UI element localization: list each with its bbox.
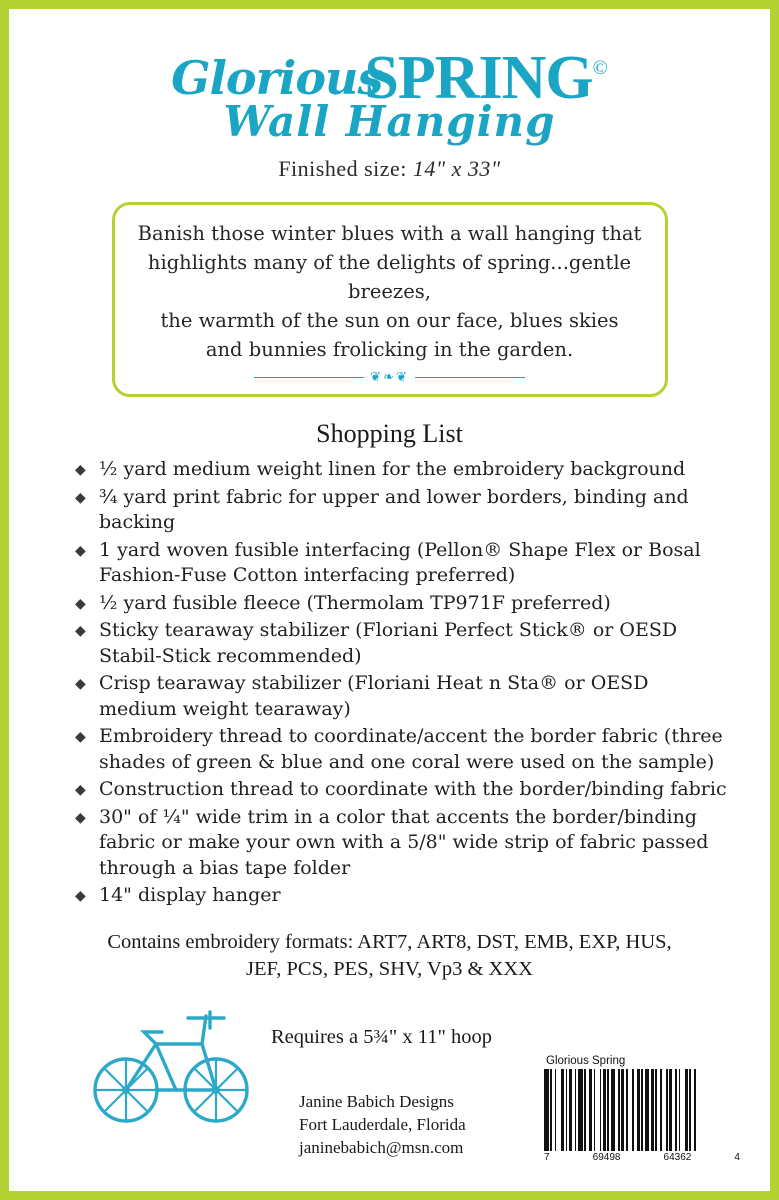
list-item-text: Embroidery thread to coordinate/accent the border fabric (three shades of green & blue and one coral were used on the sample)	[99, 725, 723, 773]
shopping-list	[9, 457, 770, 909]
copyright-symbol: ©	[592, 56, 608, 79]
bicycle-icon	[84, 998, 264, 1133]
list-item	[75, 485, 728, 536]
barcode-label: Glorious Spring	[546, 1055, 626, 1067]
bullet-icon: ◆	[75, 809, 86, 826]
barcode-bars	[544, 1069, 740, 1151]
bullet-icon: ◆	[75, 676, 86, 692]
footer	[9, 976, 770, 1191]
list-item-text: 1 yard woven fusible interfacing (Pellon® Shape Flex or Bosal Fashion-Fuse Cotton interfacing preferred)	[99, 538, 701, 586]
bullet-icon: ◆	[75, 595, 86, 612]
list-item-text: 14" display hanger	[99, 884, 281, 906]
list-item-text: Crisp tearaway stabilizer (Floriani Heat n Sta® or OESD medium weight tearaway)	[99, 672, 649, 720]
bullet-icon: ◆	[75, 729, 86, 745]
bullet-icon: ◆	[75, 888, 86, 904]
finished-size	[9, 156, 770, 182]
divider-line-left	[254, 377, 364, 378]
list-item	[75, 591, 728, 617]
list-item-text: 30" of ¼" wide trim in a color that accents the border/binding fabric or make your own with a 5/8" wide strip of fabric passed through a bias tape folder	[99, 805, 709, 879]
barcode-digit-left: 7	[544, 1152, 550, 1163]
company-name: Janine Babich Designs	[299, 1092, 454, 1111]
title-block	[9, 9, 770, 182]
bullet-icon: ◆	[75, 489, 86, 506]
description-line-2: highlights many of the delights of spring...gentle breezes,	[147, 251, 632, 303]
bullet-icon: ◆	[75, 782, 86, 798]
list-item-text: Construction thread to coordinate with the border/binding fabric	[99, 778, 727, 800]
company-email: janinebabich@msn.com	[299, 1138, 464, 1157]
bullet-icon: ◆	[75, 542, 86, 559]
description-line-4: and bunnies frolicking in the garden.	[205, 338, 574, 361]
barcode-digit-right: 4	[734, 1152, 740, 1163]
list-item-text: Sticky tearaway stabilizer (Floriani Perfect Stick® or OESD Stabil-Stick recommended)	[99, 619, 678, 667]
divider-line-right	[415, 377, 525, 378]
shopping-list-heading: Shopping List	[316, 419, 463, 448]
barcode-digit-group-2: 64362	[663, 1152, 692, 1163]
list-item	[75, 671, 728, 722]
barcode	[544, 1055, 740, 1163]
description-box	[112, 202, 668, 397]
hoop-requirement: Requires a 5¾" x 11" hoop	[271, 1026, 492, 1048]
list-item	[75, 618, 728, 669]
description-line-3: the warmth of the sun on our face, blues skies	[160, 309, 619, 332]
bullet-icon: ◆	[75, 462, 86, 478]
formats-line-2: JEF, PCS, PES, SHV, Vp3 & XXX	[246, 957, 533, 980]
list-item	[75, 777, 728, 803]
barcode-digit-group-1: 69498	[592, 1152, 621, 1163]
list-item-text: ¾ yard print fabric for upper and lower borders, binding and backing	[99, 485, 689, 533]
finished-size-value: 14" x 33"	[412, 156, 501, 181]
list-item-text: ½ yard medium weight linen for the embroidery background	[99, 458, 686, 480]
list-item-text: ½ yard fusible fleece (Thermolam TP971F preferred)	[99, 591, 611, 614]
title-line-1	[171, 43, 608, 112]
title-line-2: Wall Hanging	[223, 97, 556, 146]
company-city: Fort Lauderdale, Florida	[299, 1115, 466, 1134]
embroidery-formats	[9, 929, 770, 983]
list-item	[75, 538, 728, 589]
list-item	[75, 805, 728, 882]
page-content	[9, 9, 770, 1191]
flourish-icon: ❦❧❦	[370, 369, 409, 384]
title-word-glorious: Glorious	[171, 51, 383, 105]
barcode-digits	[544, 1152, 740, 1163]
formats-line-1: Contains embroidery formats: ART7, ART8, DST, EMB, EXP, HUS,	[107, 930, 672, 953]
company-address	[299, 1090, 466, 1159]
description-line-1: Banish those winter blues with a wall hanging that	[137, 222, 642, 245]
list-item	[75, 883, 728, 909]
ornament-divider	[133, 370, 647, 384]
bullet-icon: ◆	[75, 623, 86, 639]
list-item	[75, 724, 728, 775]
title-word-spring: SPRING	[364, 44, 593, 112]
list-item	[75, 457, 728, 483]
finished-size-label: Finished size:	[278, 156, 407, 181]
